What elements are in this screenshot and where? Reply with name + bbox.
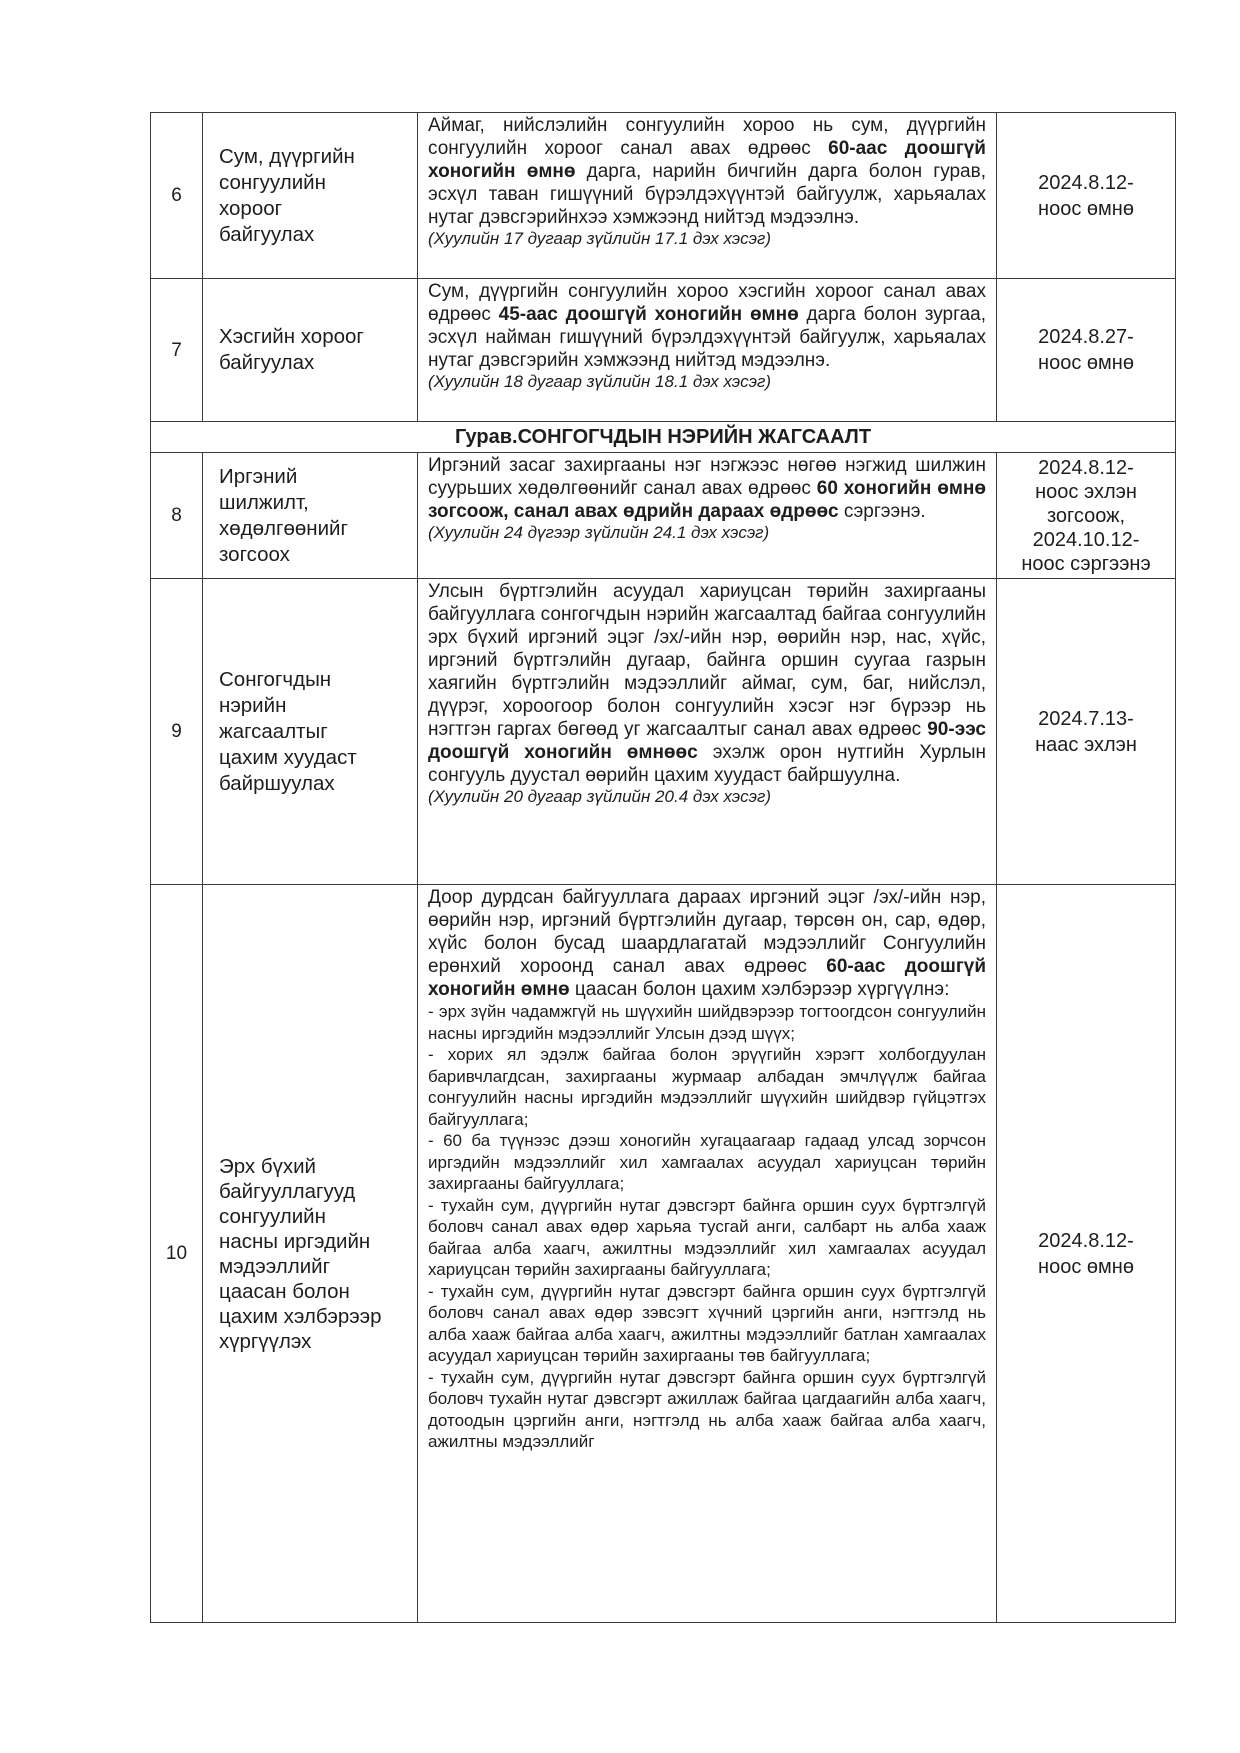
description-text: Иргэний засаг захиргааны нэг нэгжээс нөгөө нэгжид шилжин суурьших хөдөлгөөнийг санал авах өдрөөс 60 хоногийн өмнө зогсоож, санал авах өдрийн дараах өдрөөс сэргээнэ. xyxy=(428,455,986,522)
row-title xyxy=(203,453,418,579)
title-line: нэрийн xyxy=(219,693,287,717)
deadline-line: ноос өмнө xyxy=(1038,352,1134,374)
table-row-7 xyxy=(151,279,1176,422)
title-line: мэдээллийг xyxy=(219,1254,331,1278)
law-citation: (Хуулийн 24 дүгээр зүйлийн 24.1 дэх хэсэг) xyxy=(428,523,770,542)
title-line: Сонгогчдын xyxy=(219,667,332,691)
title-line: Сум, дүүргийн xyxy=(219,144,355,168)
row-title xyxy=(203,885,418,1623)
title-line: жагсаалтыг xyxy=(219,719,328,743)
row-description xyxy=(418,279,997,422)
title-line: Иргэний xyxy=(219,464,298,488)
section-heading: Гурав.СОНГОГЧДЫН НЭРИЙН ЖАГСААЛТ xyxy=(151,422,1176,453)
row-title xyxy=(203,113,418,279)
deadline-line: наас эхлэн xyxy=(1035,733,1137,756)
table-row-9 xyxy=(151,579,1176,885)
law-citation: (Хуулийн 17 дугаар зүйлийн 17.1 дэх хэсэг) xyxy=(428,229,772,248)
row-deadline xyxy=(997,885,1176,1623)
table-row-6 xyxy=(151,113,1176,279)
list-item: - тухайн сум, дүүргийн нутаг дэвсгэрт байнга оршин суух бүртгэлгүй боловч санал авах өдөр харьяа тусгай анги, салбарт нь алба хааж байгаа алба хаагч, ажилтны мэдээллийг хил хамгаалах асуудал хариуцсан төрийн захиргааны байгууллага; xyxy=(428,1195,986,1279)
section-header-row xyxy=(151,422,1176,453)
row-deadline xyxy=(997,579,1176,885)
title-line: байгууллагууд xyxy=(219,1179,356,1203)
row-deadline xyxy=(997,113,1176,279)
deadline-line: 2024.10.12- xyxy=(1032,528,1140,551)
list-item: - тухайн сум, дүүргийн нутаг дэвсгэрт байнга оршин суух бүртгэлгүй боловч санал авах өдөр зэвсэгт хүчний цэргийн анги, нэгтгэлд нь алба хааж байгаа алба хаагч, ажилтны мэдээллийг батлан хамгаалах асуудал хариуцсан төрийн захиргааны төв байгууллага; xyxy=(428,1281,986,1365)
title-line: цаасан болон xyxy=(219,1279,350,1303)
title-line: Эрх бүхий xyxy=(219,1154,316,1178)
row-description xyxy=(418,579,997,885)
title-line: шилжилт, xyxy=(219,490,309,514)
deadline-line: зогсоож, xyxy=(1046,504,1126,527)
row-number: 7 xyxy=(151,279,203,422)
title-line: цахим хэлбэрээр xyxy=(219,1304,382,1328)
deadline-line: ноос сэргээнэ xyxy=(1021,552,1151,575)
title-line: зогсоох xyxy=(219,542,290,566)
description-text: Улсын бүртгэлийн асуудал хариуцсан төрийн захиргааны байгууллага сонгогчдын нэрийн жагсаалтад байгаа сонгуулийн эрх бүхий иргэний эцэг /эх/-ийн нэр, өөрийн нэр, нас, хүйс, иргэний бүртгэлийн дугаар, байнга оршин суугаа газрын хаягийн бүртгэлийн мэдээллийг аймаг, сум, баг, нийслэл, дүүрэг, хороогоор болон сонгуулийн хэсэг нэг бүрээр нь нэгтгэн гаргах бөгөөд уг жагсаалтыг санал авах өдрөөс 90-ээс доошгүй хоногийн өмнөөс эхэлж орон нутгийн Хурлын сонгууль дуустал өөрийн цахим хуудаст байршуулна. xyxy=(428,581,986,786)
description-text: Сум, дүүргийн сонгуулийн хороо хэсгийн хороог санал авах өдрөөс 45-аас доошгүй хоногийн өмнө дарга болон зургаа, эсхүл найман гишүүний бүрэлдэхүүнтэй байгуулж, харьяалах нутаг дэвсгэрийн хэмжээнд нийтэд мэдээлнэ. xyxy=(428,281,986,371)
deadline-line: ноос өмнө xyxy=(1038,1255,1134,1278)
row-description xyxy=(418,453,997,579)
row-deadline xyxy=(997,453,1176,579)
title-line: насны иргэдийн xyxy=(219,1229,371,1253)
row-description xyxy=(418,885,997,1623)
row-number: 10 xyxy=(151,885,203,1623)
row-number: 9 xyxy=(151,579,203,885)
deadline-line: 2024.8.27- xyxy=(1038,326,1134,348)
list-item: - тухайн сум, дүүргийн нутаг дэвсгэрт байнга оршин суух бүртгэлгүй боловч тухайн нутаг дэвсгэрт ажиллаж байгаа цагдаагийн алба хаагч, дотоодын цэргийн анги, нэгтгэлд нь алба хааж байгаа алба хаагч, ажилтны мэдээллийг xyxy=(428,1367,986,1451)
deadline-line: ноос өмнө xyxy=(1038,197,1134,220)
deadline-line: ноос эхлэн xyxy=(1035,480,1137,503)
title-line: цахим хуудаст xyxy=(219,745,357,769)
deadline-line: 2024.8.12- xyxy=(1038,171,1134,194)
deadline-line: 2024.8.12- xyxy=(1038,456,1134,479)
title-line: хөдөлгөөнийг xyxy=(219,516,348,540)
table-row-8 xyxy=(151,453,1176,579)
title-line: байгуулах xyxy=(219,351,315,374)
row-description xyxy=(418,113,997,279)
law-citation: (Хуулийн 20 дугаар зүйлийн 20.4 дэх хэсэг) xyxy=(428,787,772,806)
title-line: Хэсгийн хороог xyxy=(219,325,364,348)
schedule-table xyxy=(150,112,1176,1623)
row-deadline xyxy=(997,279,1176,422)
title-line: хүргүүлэх xyxy=(219,1329,312,1353)
list-item: - эрх зүйн чадамжгүй нь шүүхийн шийдвэрээр тогтоогдсон сонгуулийн насны иргэдийн мэдээллийг Улсын дээд шүүх; xyxy=(428,1002,986,1043)
row-title xyxy=(203,279,418,422)
title-line: сонгуулийн xyxy=(219,170,326,194)
list-item: - хорих ял эдэлж байгаа болон эрүүгийн хэрэгт холбогдуулан баривчлагдсан, захиргааны журмаар албадан эмчлүүлж байгаа сонгуулийн насны иргэдийн мэдээллийг шүүхийн шийдвэр гүйцэтгэх байгууллага; xyxy=(428,1045,986,1129)
table-row-10 xyxy=(151,885,1176,1623)
title-line: хороог xyxy=(219,196,283,220)
description-text: Аймаг, нийслэлийн сонгуулийн хороо нь сум, дүүргийн сонгуулийн хороог санал авах өдрөөс 60-аас доошгүй хоногийн өмнө дарга, нарийн бичгийн дарга болон гурав, эсхүл таван гишүүний бүрэлдэхүүнтэй байгуулж, харьяалах нутаг дэвсгэрийнхээ хэмжээнд нийтэд мэдээлнэ. xyxy=(428,115,986,228)
deadline-line: 2024.8.12- xyxy=(1038,1229,1134,1252)
title-line: байгуулах xyxy=(219,222,315,246)
row-number: 6 xyxy=(151,113,203,279)
description-text: Доор дурдсан байгууллага дараах иргэний эцэг /эх/-ийн нэр, өөрийн нэр, иргэний бүртгэлийн дугаар, төрсөн он, сар, өдөр, хүйс болон бусад шаардлагатай мэдээллийг Сонгуулийн ерөнхий хороонд санал авах өдрөөс 60-аас доошгүй хоногийн өмнө цаасан болон цахим хэлбэрээр хүргүүлнэ: xyxy=(428,887,987,1000)
deadline-line: 2024.7.13- xyxy=(1038,707,1134,730)
title-line: байршуулах xyxy=(219,771,335,795)
title-line: сонгуулийн xyxy=(219,1204,326,1228)
row-number: 8 xyxy=(151,453,203,579)
row-title xyxy=(203,579,418,885)
list-item: - 60 ба түүнээс дээш хоногийн хугацаагаар гадаад улсад зорчсон иргэдийн мэдээллийг хил хамгаалах асуудал хариуцсан төрийн захиргааны байгууллага; xyxy=(428,1131,986,1193)
law-citation: (Хуулийн 18 дугаар зүйлийн 18.1 дэх хэсэг) xyxy=(428,372,772,391)
